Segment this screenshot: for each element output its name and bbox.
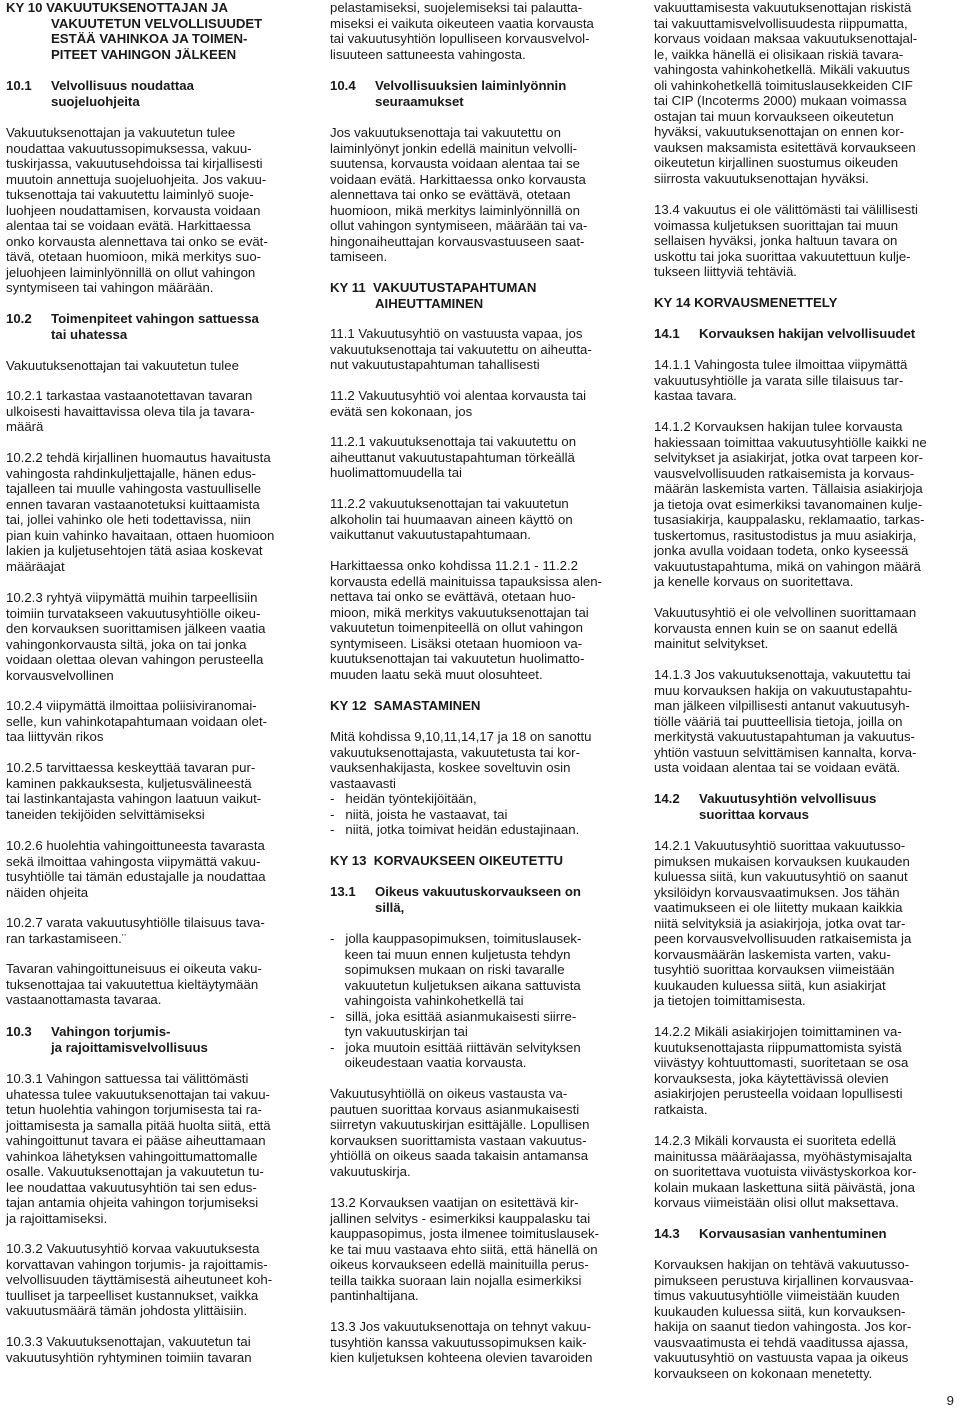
text-line: pimuksen mukaisen korvauksen kuukauden bbox=[654, 853, 910, 869]
text-line: tai uhatessa bbox=[51, 326, 128, 342]
text-line: vakuuttamisesta vakuutuksenottajan riskistä bbox=[654, 0, 912, 15]
text-line: tai vakuutusyhtiön lopulliseen korvausvelvol- bbox=[330, 31, 590, 47]
text-line: Velvollisuus noudattaa bbox=[51, 78, 194, 93]
text-line: siirrosta vakuutuksenottajan hyväksi. bbox=[654, 171, 869, 187]
text-line: Vakuutusyhtiöllä on oikeus vastausta va- bbox=[330, 1086, 568, 1101]
heading-col1-1 bbox=[6, 78, 312, 109]
text-line: muuden laatu sekä muut olosuhteet. bbox=[330, 666, 543, 682]
text-line: asiakirjojen perusteella voidaan lopullisesti bbox=[654, 1086, 903, 1102]
text-line: Jos vakuutuksenottaja tai vakuutettu on bbox=[330, 125, 561, 140]
text-line: den korvauksen suorittamisen jälkeen vaatia bbox=[6, 621, 266, 637]
text-line: Korvauksen hakijan on tehtävä vakuutusso- bbox=[654, 1257, 910, 1272]
text-line: huomioon, mikä merkitys laiminlyönnillä on bbox=[330, 202, 580, 218]
text-line: tusyhtiön kanssa vakuutussopimuksen kaik- bbox=[330, 1334, 587, 1350]
text-line: alkoholin tai huumaavan aineen käyttö on bbox=[330, 511, 573, 527]
section-number: 10.2 bbox=[6, 311, 32, 326]
paragraph-col2-14 bbox=[330, 1086, 636, 1179]
paragraph-col3-10 bbox=[654, 1024, 956, 1117]
text-line: ennen tavaran vastaanotetuksi kuittaamista bbox=[6, 496, 260, 512]
text-line: 13.3 Jos vakuutuksenottaja on tehnyt vakuu- bbox=[330, 1319, 591, 1334]
text-line: velvollisuuden täyttämisestä aiheutuneet koh- bbox=[6, 1272, 273, 1288]
text-line: vahingoittunut tavara ei pääse aiheuttamaan bbox=[6, 1133, 266, 1149]
paragraph-col1-11 bbox=[6, 915, 312, 946]
text-line: Korvauksen hakijan velvollisuudet bbox=[699, 326, 916, 341]
text-line: mainitut selvitykset. bbox=[654, 636, 769, 652]
text-line: vausvaatimusta ei tehdä vaaditussa ajassa, bbox=[654, 1334, 909, 1350]
text-line: tajan antamia ohjeita vahingon torjumiseksi bbox=[6, 1195, 259, 1211]
text-line: keen tai muun ennen kuljetusta tehdyn bbox=[330, 946, 571, 962]
text-line: ja tietojen toimittamisesta. bbox=[654, 993, 806, 1009]
text-line: taa liittyvän rikos bbox=[6, 729, 104, 745]
paragraph-col1-10 bbox=[6, 838, 312, 900]
text-line: tetun huolehtia vahingon torjumisesta tai ra- bbox=[6, 1102, 262, 1118]
text-line: 13.4 vakuutus ei ole välittömästi tai välillisesti bbox=[654, 202, 918, 217]
section-number: 14.3 bbox=[654, 1226, 680, 1241]
text-line: merkitystä vakuutustapahtuman ja vakuutus- bbox=[654, 729, 915, 745]
text-line: usta voidaan alentaa tai se voidaan evätä. bbox=[654, 760, 901, 776]
text-line: oikeudestaan vaatia korvausta. bbox=[330, 1055, 527, 1071]
heading-col2-11 bbox=[330, 853, 636, 869]
text-line: tajalleen tai muulle vahingosta vastuulliselle bbox=[6, 481, 262, 497]
text-line: Vakuutusyhtiö ei ole velvollinen suorittamaan bbox=[654, 605, 917, 620]
text-line: Korvausasian vanhentuminen bbox=[699, 1226, 887, 1241]
text-line: vauksen maksamista esitettävä korvaukseen bbox=[654, 139, 916, 155]
page-number: 9 bbox=[946, 1393, 954, 1408]
heading-col3-8 bbox=[654, 791, 956, 822]
paragraph-col1-16 bbox=[6, 1334, 312, 1365]
text-line: siirretyn vakuutuskirjan esittäjälle. Lopullisen bbox=[330, 1117, 590, 1133]
text-line: Tavaran vahingoittuneisuus ei oikeuta vaku- bbox=[6, 961, 262, 976]
text-line: jallinen selvitys - esimerkiksi kauppalasku tai bbox=[330, 1210, 591, 1226]
text-line: korvausmäärän laskemista varten, vaku- bbox=[654, 946, 891, 962]
text-line: kuukauden kuluessa siitä, kun korvauksen- bbox=[654, 1303, 906, 1319]
text-line: seuraamukset bbox=[375, 93, 464, 109]
text-line: Vakuutusyhtiön velvollisuus bbox=[699, 791, 877, 806]
text-line: suorittaa korvaus bbox=[699, 806, 809, 822]
text-line: miseksi ei vaikuta oikeuteen vaatia korvausta bbox=[330, 15, 594, 31]
text-line: vaikuttanut vakuutustapahtumaan. bbox=[330, 527, 531, 543]
heading-col1-0 bbox=[6, 0, 312, 62]
text-line: vakuutusyhtiön ryhtyminen toimiin tavaran bbox=[6, 1349, 252, 1365]
paragraph-col1-15 bbox=[6, 1241, 312, 1319]
text-line: 10.2.1 tarkastaa vastaanotettavan tavaran bbox=[6, 388, 253, 403]
text-line: kien kuljetuksen kohteena olevien tavaroiden bbox=[330, 1350, 593, 1366]
paragraph-col2-10 bbox=[330, 729, 636, 838]
text-line: 10.2.3 ryhtyä viipymättä muihin tarpeellisiin bbox=[6, 590, 258, 605]
text-line: pimukseen perustuva kirjallinen korvausvaa- bbox=[654, 1272, 914, 1288]
paragraph-col1-5 bbox=[6, 388, 312, 435]
text-line: korvausta edellä mainituissa tapauksissa alen- bbox=[330, 573, 602, 589]
text-line: voidaan olettaa olevan vahingon perusteella bbox=[6, 652, 264, 668]
paragraph-col2-0 bbox=[330, 0, 636, 62]
text-line: sellaisen hyväksi, jonka haltuun tavara on bbox=[654, 233, 898, 249]
text-line: uhatessa tulee vakuutuksenottajan tai vakuu- bbox=[6, 1086, 270, 1102]
text-line: onko korvausta alennettava tai onko se evät- bbox=[6, 233, 268, 249]
text-line: pantinhaltijana. bbox=[330, 1288, 419, 1304]
text-line: 11.2 Vakuutusyhtiö voi alentaa korvausta tai bbox=[330, 388, 587, 403]
text-line: 10.2.5 tarvittaessa keskeyttää tavaran pur- bbox=[6, 760, 256, 775]
text-line: korvaukseen on kokonaan menetetty. bbox=[654, 1365, 873, 1381]
text-line: laiminlyönyt jonkin edellä mainitun velvolli- bbox=[330, 140, 578, 156]
heading-col2-12 bbox=[330, 884, 636, 915]
heading-col1-13 bbox=[6, 1024, 312, 1055]
text-line: 14.1.2 Korvauksen hakijan tulee korvausta bbox=[654, 419, 903, 434]
text-line: Mitä kohdissa 9,10,11,14,17 ja 18 on sanottu bbox=[330, 729, 592, 744]
text-line: ostajan tai muun korvaukseen oikeutetun bbox=[654, 108, 894, 124]
section-number: 14.2 bbox=[654, 791, 680, 806]
text-line: kaminen pakkauksesta, kuljetusvälineestä bbox=[6, 775, 252, 791]
text-line: 10.2.2 tehdä kirjallinen huomautus havaitusta bbox=[6, 450, 271, 465]
text-line: ulkoisesti havaittavissa oleva tila ja tavara- bbox=[6, 403, 255, 419]
text-line: VAKUUTETUN VELVOLLISUUDET bbox=[51, 15, 263, 31]
text-line: teilla taikka suoraan lain nojalla esimerkiksi bbox=[330, 1272, 582, 1288]
text-line: ratkaista. bbox=[654, 1101, 708, 1117]
paragraph-col3-5 bbox=[654, 419, 956, 590]
text-line: 14.1.3 Jos vakuutuksenottaja, vakuutettu tai bbox=[654, 667, 911, 682]
text-line: Vahingon torjumis- bbox=[51, 1024, 171, 1039]
text-line: syntymiseen. Lisäksi otetaan huomioon va- bbox=[330, 635, 583, 651]
text-line: vakuutusyhtiölle ja varata sille tilaisuus tar- bbox=[654, 372, 904, 388]
text-line: nut vakuutustapahtuman tahallisesti bbox=[330, 357, 540, 373]
text-line: korvausta ennen kuin se on saanut edellä bbox=[654, 620, 898, 636]
heading-col1-3 bbox=[6, 311, 312, 342]
text-line: alentaa tai se voidaan evätä. Harkittaessa bbox=[6, 218, 251, 234]
text-line: 14.2.1 Vakuutusyhtiö suorittaa vakuutusso- bbox=[654, 838, 906, 853]
paragraph-col3-11 bbox=[654, 1133, 956, 1211]
text-line: KY 12 SAMASTAMINEN bbox=[330, 698, 481, 713]
paragraph-col2-6 bbox=[330, 434, 636, 481]
text-line: korvaus viimeistään olisi ollut maksettava. bbox=[654, 1195, 899, 1211]
text-line: taneiden tekijöiden selvittämiseksi bbox=[6, 806, 205, 822]
section-number: 10.3 bbox=[6, 1024, 32, 1039]
text-line: KY 14 KORVAUSMENETTELY bbox=[654, 295, 838, 310]
text-line: voimassa kuljetuksen suorittajan tai muun bbox=[654, 217, 899, 233]
text-line: aiheuttanut vakuutustapahtuman törkeällä bbox=[330, 449, 575, 465]
section-number: 10.4 bbox=[330, 78, 356, 93]
paragraph-col1-6 bbox=[6, 450, 312, 574]
text-line: ja rajoittamisvelvollisuus bbox=[51, 1039, 208, 1055]
text-line: ollut vahingon syntymiseen, määrään tai va- bbox=[330, 218, 588, 234]
text-line: vakuutusyhtiö on vastuusta vapaa ja oikeus bbox=[654, 1350, 909, 1366]
text-line: sekä ilmoittaa vahingosta viipymättä vakuu- bbox=[6, 853, 261, 869]
section-number: 13.1 bbox=[330, 884, 356, 899]
heading-col2-1 bbox=[330, 78, 636, 109]
text-line: - heidän työntekijöitään, bbox=[330, 791, 477, 807]
text-line: joittamisesta ja samalla pitää huolta siitä, että bbox=[6, 1117, 271, 1133]
paragraph-col1-12 bbox=[6, 961, 312, 1008]
text-line: tuskertomus, rasitustodistus ja muu asiakirja, bbox=[654, 527, 917, 543]
text-line: tusyhtiölle tai tämän edustajalle ja noudattaa bbox=[6, 869, 266, 885]
text-line: osalle. Vakuutuksenottajan ja vakuutetun tu- bbox=[6, 1164, 264, 1180]
text-line: kuukauden kuluessa siitä, kun asiakirjat bbox=[654, 977, 886, 993]
text-line: Oikeus vakuutuskorvaukseen on bbox=[375, 884, 581, 899]
text-line: man jälkeen vilpillisesti antanut vakuutusyh- bbox=[654, 698, 910, 714]
text-line: lisuuteen sattuneesta vahingosta. bbox=[330, 46, 526, 62]
text-line: pautuen suorittaa korvaus asianmukaisesti bbox=[330, 1101, 580, 1117]
text-line: lee noudattaa vakuutusyhtiön tai sen edus- bbox=[6, 1179, 257, 1195]
text-line: KY 11 VAKUUTUSTAPAHTUMAN bbox=[330, 280, 537, 295]
text-line: tiölle vääriä tai puutteellisia tietoja, joilla on bbox=[654, 713, 903, 729]
text-line: 10.3.3 Vakuutuksenottajan, vakuutetun tai bbox=[6, 1334, 251, 1349]
text-line: tuksenottaja tai vakuutettu laiminlyö suoje- bbox=[6, 187, 254, 203]
text-line: tukseen liittyviä tehtäviä. bbox=[654, 264, 797, 280]
text-line: määräajat bbox=[6, 558, 65, 574]
text-line: mioon, mikä merkitys vakuutuksenottajan tai bbox=[330, 604, 589, 620]
text-line: huolimattomuudella tai bbox=[330, 465, 462, 481]
text-line: on suoritettava vuotuista viivästyskorkoa kor- bbox=[654, 1164, 917, 1180]
paragraph-col1-14 bbox=[6, 1071, 312, 1226]
text-line: vahingonkorvausta siltä, joka on tai jonka bbox=[6, 636, 247, 652]
text-line: alennettava tai onko se evättävä, otetaan bbox=[330, 187, 571, 203]
text-line: ja kenelle korvaus on suoritettava. bbox=[654, 574, 854, 590]
text-line: korvauksen suorittamista vastaan vakuutus- bbox=[330, 1132, 587, 1148]
text-line: korvauksesta, joka käytettävissä olevien bbox=[654, 1070, 889, 1086]
text-line: tusyhtiö suorittaa korvauksen viimeistään bbox=[654, 962, 895, 978]
text-line: hakiessaan toimittaa vakuutusyhtiölle kaikki ne bbox=[654, 434, 927, 450]
text-line: ESTÄÄ VAHINKOA JA TOIMEN- bbox=[51, 31, 248, 47]
text-line: vahingosta rahdinkuljettajalle, hänen edus- bbox=[6, 465, 257, 481]
text-line: KY 10 VAKUUTUKSENOTTAJAN JA bbox=[6, 0, 229, 15]
heading-col3-12 bbox=[654, 1226, 956, 1242]
text-line: vahingoista vahinkohetkellä tai bbox=[330, 993, 524, 1009]
paragraph-col2-8 bbox=[330, 558, 636, 682]
text-line: - niitä, jotka toimivat heidän edustajinaan. bbox=[330, 822, 580, 838]
text-line: ke tai muu vastaava ehto siitä, että hänellä on bbox=[330, 1241, 598, 1257]
text-line: yhtiöllä on oikeus saada takaisin antamansa bbox=[330, 1148, 589, 1164]
text-line: 13.2 Korvauksen vaatijan on esitettävä kir- bbox=[330, 1195, 579, 1210]
heading-col3-2 bbox=[654, 295, 956, 311]
text-line: - joka muutoin esittää riittävän selvityksen bbox=[330, 1039, 581, 1055]
text-line: vakuutetun toimenpiteellä on ollut vahingon bbox=[330, 620, 583, 636]
text-line: syntymiseen tai vahingon määrään. bbox=[6, 280, 214, 296]
text-line: selle, kun vahinkotapahtumaan voidaan olet- bbox=[6, 713, 267, 729]
text-line: tuksenottajaa tai vakuutettua kieltäytymään bbox=[6, 976, 259, 992]
text-line: tyn vakuutuskirjan tai bbox=[330, 1024, 468, 1040]
paragraph-col2-4 bbox=[330, 326, 636, 373]
text-line: selvitykset ja asiakirjat, jotka ovat tarpeen kor- bbox=[654, 450, 923, 466]
text-line: 10.3.2 Vakuutusyhtiö korvaa vakuutuksesta bbox=[6, 1241, 260, 1256]
text-line: KY 13 KORVAUKSEEN OIKEUTETTU bbox=[330, 853, 564, 868]
text-line: oli vahinkohetkellä toimituslausekkeiden CIF bbox=[654, 77, 913, 93]
text-line: oikeutetun kirjallinen suostumus oikeuden bbox=[654, 155, 899, 171]
heading-col2-9 bbox=[330, 698, 636, 714]
text-line: kastaa tavara. bbox=[654, 388, 737, 404]
text-line: 11.2.1 vakuutuksenottaja tai vakuutettu on bbox=[330, 434, 577, 449]
text-line: pian kuin vahinko havaitaan, ottaen huomioon bbox=[6, 527, 275, 543]
text-line: vaatimukseen ei ole liitetty mukaan kaikkia bbox=[654, 900, 903, 916]
text-line: tai lastinkantajasta vahingon laatuun vaikut- bbox=[6, 791, 262, 807]
paragraph-col1-2 bbox=[6, 125, 312, 296]
text-line: sopimuksen mukaan on riski tavaralle bbox=[330, 962, 565, 978]
paragraph-col2-16 bbox=[330, 1319, 636, 1366]
text-line: Harkittaessa onko kohdissa 11.2.1 - 11.2.2 bbox=[330, 558, 579, 573]
text-line: vakuutustapahtuma, mikä on vahingon määrä bbox=[654, 558, 921, 574]
text-line: kuutuksenottajan tai vakuutetun huolimatto- bbox=[330, 651, 585, 667]
text-line: 10.2.7 varata vakuutusyhtiölle tilaisuus tava- bbox=[6, 915, 265, 930]
text-line: korvaus voidaan maksaa vakuutuksenottajal- bbox=[654, 31, 918, 47]
text-line: timus vakuutusyhtiölle viimeistään kuuden bbox=[654, 1288, 900, 1304]
paragraph-col1-8 bbox=[6, 698, 312, 745]
text-line: tai CIP (Incoterms 2000) mukaan voimassa bbox=[654, 93, 907, 109]
text-line: 10.2.4 viipymättä ilmoittaa poliisiviranomai- bbox=[6, 698, 257, 713]
text-line: vauksenhakijasta, koskee soveltuvin osin bbox=[330, 760, 571, 776]
text-line: - niitä, joista he vastaavat, tai bbox=[330, 806, 508, 822]
text-line: vastaavasti bbox=[330, 775, 396, 791]
text-line: tuulliset ja tarpeelliset kustannukset, vaikka bbox=[6, 1287, 259, 1303]
text-line: - sillä, joka esittää asianmukaisesti siirre- bbox=[330, 1008, 577, 1024]
text-line: 11.2.2 vakuutuksenottajan tai vakuutetun bbox=[330, 496, 569, 511]
heading-col3-3 bbox=[654, 326, 956, 342]
text-line: tai vakuuttamisvelvollisuudesta riippumatta, bbox=[654, 15, 908, 31]
text-line: nettava tai onko se evättävä, otetaan huo- bbox=[330, 589, 576, 605]
text-line: ran tarkastamiseen.¨ bbox=[6, 930, 127, 946]
text-line: vakuutetun kuljetuksen aikana sattuvista bbox=[330, 977, 581, 993]
text-line: tuskirjassa, vakuutusehdoissa tai kirjallisesti bbox=[6, 156, 263, 172]
text-line: hakija on saanut tiedon vahingosta. Jos kor- bbox=[654, 1319, 912, 1335]
text-line: - jolla kauppasopimuksen, toimituslausek- bbox=[330, 931, 582, 946]
section-number: 10.1 bbox=[6, 78, 32, 93]
paragraph-col3-1 bbox=[654, 202, 956, 280]
text-line: Vakuutuksenottajan ja vakuutetun tulee bbox=[6, 125, 236, 140]
text-line: lakien ja kuljetusehtojen tätä asiaa koskevat bbox=[6, 543, 263, 559]
text-line: 14.2.3 Mikäli korvausta ei suoriteta edellä bbox=[654, 1133, 896, 1148]
text-line: evätä sen kokonaan, jos bbox=[330, 403, 473, 419]
paragraph-col2-15 bbox=[330, 1195, 636, 1304]
heading-col2-3 bbox=[330, 280, 636, 311]
text-line: luohjeen noudattamisen, korvausta voidaan bbox=[6, 202, 261, 218]
text-line: ja rajoittamiseksi. bbox=[6, 1210, 108, 1226]
text-line: Vakuutuksenottajan tai vakuutetun tulee bbox=[6, 358, 239, 373]
text-line: 14.2.2 Mikäli asiakirjojen toimittaminen va- bbox=[654, 1024, 902, 1039]
text-line: vakuutuskirja. bbox=[330, 1163, 411, 1179]
paragraph-col3-0 bbox=[654, 0, 956, 187]
text-line: 10.3.1 Vahingon sattuessa tai välittömästi bbox=[6, 1071, 249, 1086]
paragraph-col1-9 bbox=[6, 760, 312, 822]
text-line: noudattaa vakuutussopimuksessa, vakuu- bbox=[6, 140, 252, 156]
text-line: korvausvelvollinen bbox=[6, 667, 114, 683]
text-line: korvattavan vahingon torjumis- ja rajoittamis- bbox=[6, 1256, 268, 1272]
text-line: suojeluohjeita bbox=[51, 93, 140, 109]
text-line: vahinkoa lähetyksen vahingoittumattomalle bbox=[6, 1148, 258, 1164]
text-line: määrän laskemista varten. Tällaisia asiakirjoja bbox=[654, 481, 923, 497]
text-line: jeluohjeen laiminlyönnillä on ollut vahingon bbox=[6, 264, 256, 280]
text-line: mainitussa määräajassa, myöhästymisajalta bbox=[654, 1148, 912, 1164]
text-line: hingonaiheuttajan korvausvastuuseen saat- bbox=[330, 233, 585, 249]
text-line: viivästyy kohtuuttomasti, suoritetaan se osa bbox=[654, 1055, 909, 1071]
text-line: AIHEUTTAMINEN bbox=[375, 295, 484, 311]
text-line: niitä selvityksiä ja asiakirjoja, jotka ovat tar- bbox=[654, 915, 906, 931]
text-line: vakuutusmäärä tämän johdosta ylittäisiin. bbox=[6, 1303, 248, 1319]
text-line: vakuutuksenottajasta, vakuutetusta tai kor- bbox=[330, 744, 580, 760]
paragraph-col2-7 bbox=[330, 496, 636, 543]
paragraph-col3-6 bbox=[654, 605, 956, 652]
text-line: le, vaikka hänellä ei olisikaan riskiä tavara- bbox=[654, 46, 904, 62]
paragraph-col3-9 bbox=[654, 838, 956, 1009]
text-line: tamiseen. bbox=[330, 249, 388, 265]
text-line: 11.1 Vakuutusyhtiö on vastuusta vapaa, jos bbox=[330, 326, 583, 341]
paragraph-col3-13 bbox=[654, 1257, 956, 1381]
text-line: tävä, otetaan huomioon, mikä merkitys suo- bbox=[6, 249, 262, 265]
text-line: voidaan evätä. Harkittaessa onko korvausta bbox=[330, 171, 586, 187]
paragraph-col1-7 bbox=[6, 590, 312, 683]
text-line: Velvollisuuksien laiminlyönnin bbox=[375, 78, 567, 93]
text-line: sillä, bbox=[375, 899, 405, 915]
text-line: vausvelvollisuuden ratkaisemista ja korvaus- bbox=[654, 465, 915, 481]
text-line: vahingosta vahinkohetkellä. Mikäli vakuutus bbox=[654, 62, 910, 78]
text-line: 14.1.1 Vahingosta tulee ilmoittaa viipymättä bbox=[654, 357, 908, 372]
text-line: näiden ohjeita bbox=[6, 884, 89, 900]
text-line: uskottu tai joka suorittaa vakuutettuun kulje- bbox=[654, 248, 911, 264]
text-line: oikeus korvaukseen edellä mainituilla perus- bbox=[330, 1257, 589, 1273]
text-line: vastaanottamasta tavaraa. bbox=[6, 992, 162, 1008]
text-line: toimiin turvatakseen vakuutusyhtiölle oikeu- bbox=[6, 605, 261, 621]
text-line: kuutuksenottajasta riippumattomista syistä bbox=[654, 1039, 902, 1055]
paragraph-col2-2 bbox=[330, 125, 636, 265]
text-line: hyväksi, vakuutuksenottajan on ennen kor- bbox=[654, 124, 904, 140]
text-line: peen korvausvelvollisuuden ratkaisemista ja bbox=[654, 931, 912, 947]
paragraph-col2-5 bbox=[330, 388, 636, 419]
text-line: 10.2.6 huolehtia vahingoittuneesta tavarasta bbox=[6, 838, 265, 853]
section-number: 14.1 bbox=[654, 326, 680, 341]
text-line: kauppasopimus, josta ilmenee toimituslausek- bbox=[330, 1226, 600, 1242]
paragraph-col2-13 bbox=[330, 931, 636, 1071]
paragraph-col3-4 bbox=[654, 357, 956, 404]
text-line: yhtiön vastuun selvittämisen kannalta, korva- bbox=[654, 744, 917, 760]
text-line: ja tietoja ovat esimerkiksi tavanomainen kulje- bbox=[654, 496, 923, 512]
text-line: pelastamiseksi, suojelemiseksi tai palautta- bbox=[330, 0, 583, 15]
paragraph-col1-4 bbox=[6, 358, 312, 374]
text-line: kuluessa siitä, kun vakuutusyhtiö on saanut bbox=[654, 869, 908, 885]
text-line: tai, jollei vahinko ole heti todettavissa, niin bbox=[6, 512, 251, 528]
text-line: vakuutuksenottaja tai vakuutettu on aiheutta- bbox=[330, 341, 592, 357]
paragraph-col3-7 bbox=[654, 667, 956, 776]
text-line: PITEET VAHINGON JÄLKEEN bbox=[51, 46, 237, 62]
text-line: suutensa, korvausta voidaan alentaa tai se bbox=[330, 156, 580, 172]
text-line: jonka avulla voidaan todeta, onko kyseessä bbox=[654, 543, 909, 559]
text-line: määrä bbox=[6, 419, 44, 435]
text-line: tusasiakirja, kauppalasku, reklamaatio, tarkas- bbox=[654, 512, 925, 528]
text-line: kolain mukaan laskettuna siitä päivästä, jona bbox=[654, 1179, 915, 1195]
text-line: muu korvauksen hakija on vakuutustapahtu- bbox=[654, 682, 913, 698]
text-line: Toimenpiteet vahingon sattuessa bbox=[51, 311, 259, 326]
text-line: yksilöidyn korvausvaatimuksen. Jos tähän bbox=[654, 884, 900, 900]
text-line: muutoin annettuja suojeluohjeita. Jos vakuu- bbox=[6, 171, 267, 187]
